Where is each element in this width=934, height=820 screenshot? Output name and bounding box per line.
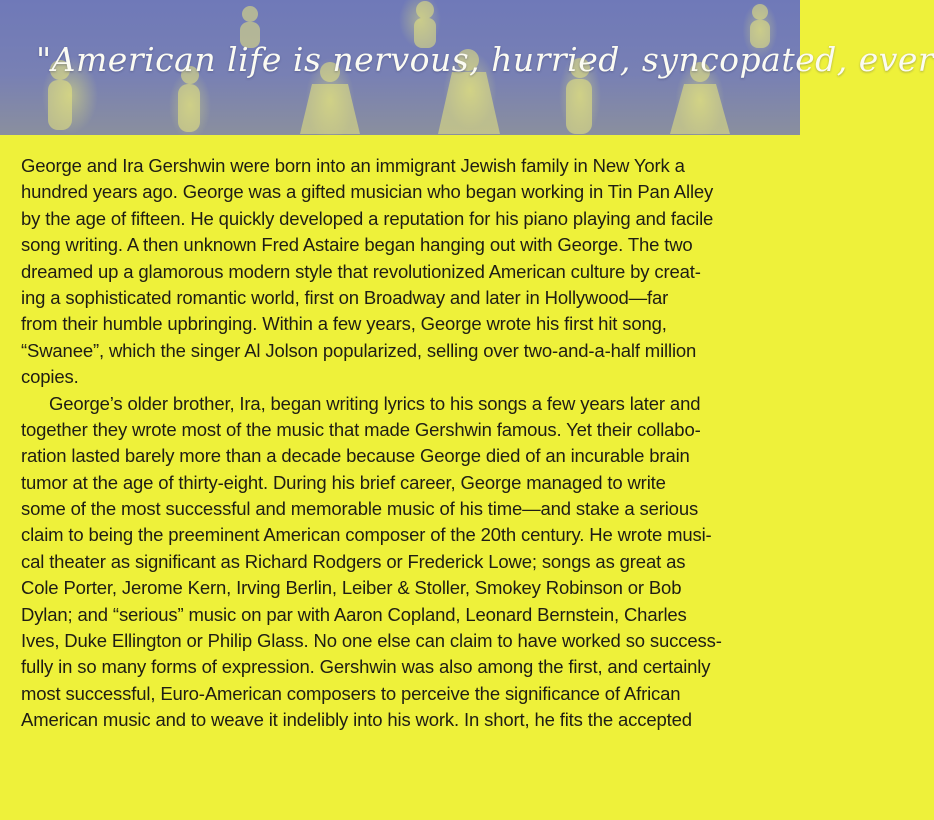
text-line: dreamed up a glamorous modern style that revolutionized American culture by creat- bbox=[21, 260, 701, 282]
text-line: cal theater as significant as Richard Rodgers or Frederick Lowe; songs as great as bbox=[21, 550, 686, 572]
header-banner bbox=[0, 0, 934, 135]
text-line: together they wrote most of the music that made Gershwin famous. Yet their collabo- bbox=[21, 418, 701, 440]
text-line: “Swanee”, which the singer Al Jolson popularized, selling over two-and-a-half million bbox=[21, 339, 697, 361]
text-line: Dylan; and “serious” music on par with Aaron Copland, Leonard Bernstein, Charles bbox=[21, 603, 687, 625]
text-line: Cole Porter, Jerome Kern, Irving Berlin, Leiber & Stoller, Smokey Robinson or Bob bbox=[21, 577, 682, 599]
text-line: George’s older brother, Ira, began writing lyrics to his songs a few years later and bbox=[49, 392, 701, 414]
text-line: from their humble upbringing. Within a few years, George wrote his first hit song, bbox=[21, 313, 667, 335]
text-line: tumor at the age of thirty-eight. During his brief career, George managed to write bbox=[21, 471, 666, 493]
pull-quote: "American life is nervous, hurried, syncopated, ever bbox=[36, 40, 934, 79]
text-line: song writing. A then unknown Fred Astaire began hanging out with George. The two bbox=[21, 234, 693, 256]
text-line: some of the most successful and memorable music of his time—and stake a serious bbox=[21, 498, 699, 520]
text-line: George and Ira Gershwin were born into an immigrant Jewish family in New York a bbox=[21, 155, 685, 176]
text-line: American music and to weave it indelibly into his work. In short, he fits the accepted bbox=[21, 709, 692, 731]
text-line: hundred years ago. George was a gifted musician who began working in Tin Pan Alley bbox=[21, 181, 714, 203]
text-line: fully in so many forms of expression. Gershwin was also among the first, and certainly bbox=[21, 656, 711, 678]
text-line: ing a sophisticated romantic world, first on Broadway and later in Hollywood—far bbox=[21, 286, 669, 308]
text-line: copies. bbox=[21, 366, 79, 388]
text-line: most successful, Euro-American composers to perceive the significance of African bbox=[21, 682, 681, 704]
text-line: by the age of fifteen. He quickly developed a reputation for his piano playing and facile bbox=[21, 207, 714, 229]
text-line: Ives, Duke Ellington or Philip Glass. No one else can claim to have worked so success- bbox=[21, 630, 722, 652]
article-body bbox=[21, 153, 781, 734]
text-line: ration lasted barely more than a decade because George died of an incurable brain bbox=[21, 445, 690, 467]
text-line: claim to being the preeminent American composer of the 20th century. He wrote musi- bbox=[21, 524, 712, 546]
